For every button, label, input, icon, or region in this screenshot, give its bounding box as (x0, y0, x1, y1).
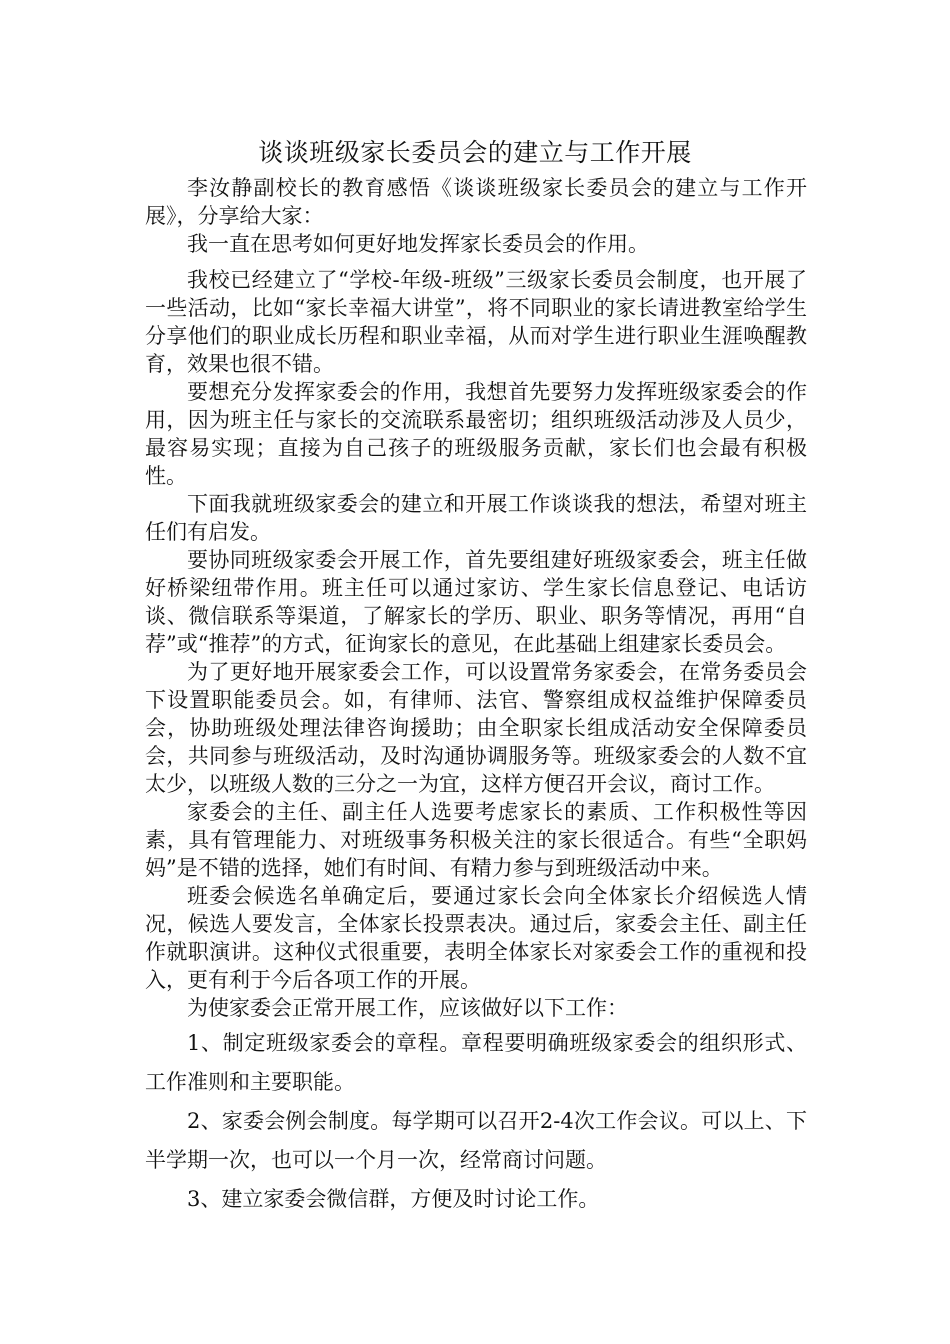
list-item: 2、家委会例会制度。每学期可以召开2-4次工作会议。可以上、下半学期一次，也可以一个月一次，经常商讨问题。 (145, 1109, 807, 1172)
document-body (145, 174, 807, 1219)
paragraph: 家委会的主任、副主任人选要考虑家长的素质、工作积极性等因素，具有管理能力、对班级事务积极关注的家长很适合。有些“全职妈妈”是不错的选择，她们有时间、有精力参与到班级活动中来。 (145, 800, 807, 880)
paragraph: 为使家委会正常开展工作，应该做好以下工作： (187, 996, 628, 1020)
paragraph: 班委会候选名单确定后，要通过家长会向全体家长介绍候选人情况，候选人要发言，全体家长投票表决。通过后，家委会主任、副主任作就职演讲。这种仪式很重要，表明全体家长对家委会工作的重视和投入，更有利于今后各项工作的开展。 (145, 884, 807, 992)
paragraph: 要协同班级家委会开展工作，首先要组建好班级家委会，班主任做好桥梁纽带作用。班主任可以通过家访、学生家长信息登记、电话访谈、微信联系等渠道，了解家长的学历、职业、职务等情况，再用“自荐”或“推荐”的方式，征询家长的意见，在此基础上组建家长委员会。 (145, 548, 807, 656)
paragraph-intro: 李汝静副校长的教育感悟《谈谈班级家长委员会的建立与工作开展》，分享给大家： (145, 176, 807, 228)
paragraph: 要想充分发挥家委会的作用，我想首先要努力发挥班级家委会的作用，因为班主任与家长的交流联系最密切；组织班级活动涉及人员少，最容易实现；直接为自己孩子的班级服务贡献，家长们也会最有积极性。 (145, 380, 807, 488)
document-title: 谈谈班级家长委员会的建立与工作开展 (258, 138, 692, 167)
paragraph: 为了更好地开展家委会工作，可以设置常务家委会，在常务委员会下设置职能委员会。如，有律师、法官、警察组成权益维护保障委员会，协助班级处理法律咨询援助；由全职家长组成活动安全保障委员会，共同参与班级活动，及时沟通协调服务等。班级家委会的人数不宜太少，以班级人数的三分之一为宜，这样方便召开会议，商讨工作。 (145, 660, 807, 796)
paragraph: 我一直在思考如何更好地发挥家长委员会的作用。 (187, 232, 649, 256)
list-item: 1、制定班级家委会的章程。章程要明确班级家委会的组织形式、工作准则和主要职能。 (145, 1031, 807, 1094)
paragraph: 下面我就班级家委会的建立和开展工作谈谈我的想法，希望对班主任们有启发。 (145, 492, 807, 544)
list-item: 3、建立家委会微信群，方便及时讨论工作。 (187, 1187, 600, 1211)
paragraph: 我校已经建立了“学校-年级-班级”三级家长委员会制度，也开展了一些活动，比如“家长幸福大讲堂”，将不同职业的家长请进教室给学生分享他们的职业成长历程和职业幸福，从而对学生进行职业生涯唤醒教育，效果也很不错。 (145, 268, 807, 376)
